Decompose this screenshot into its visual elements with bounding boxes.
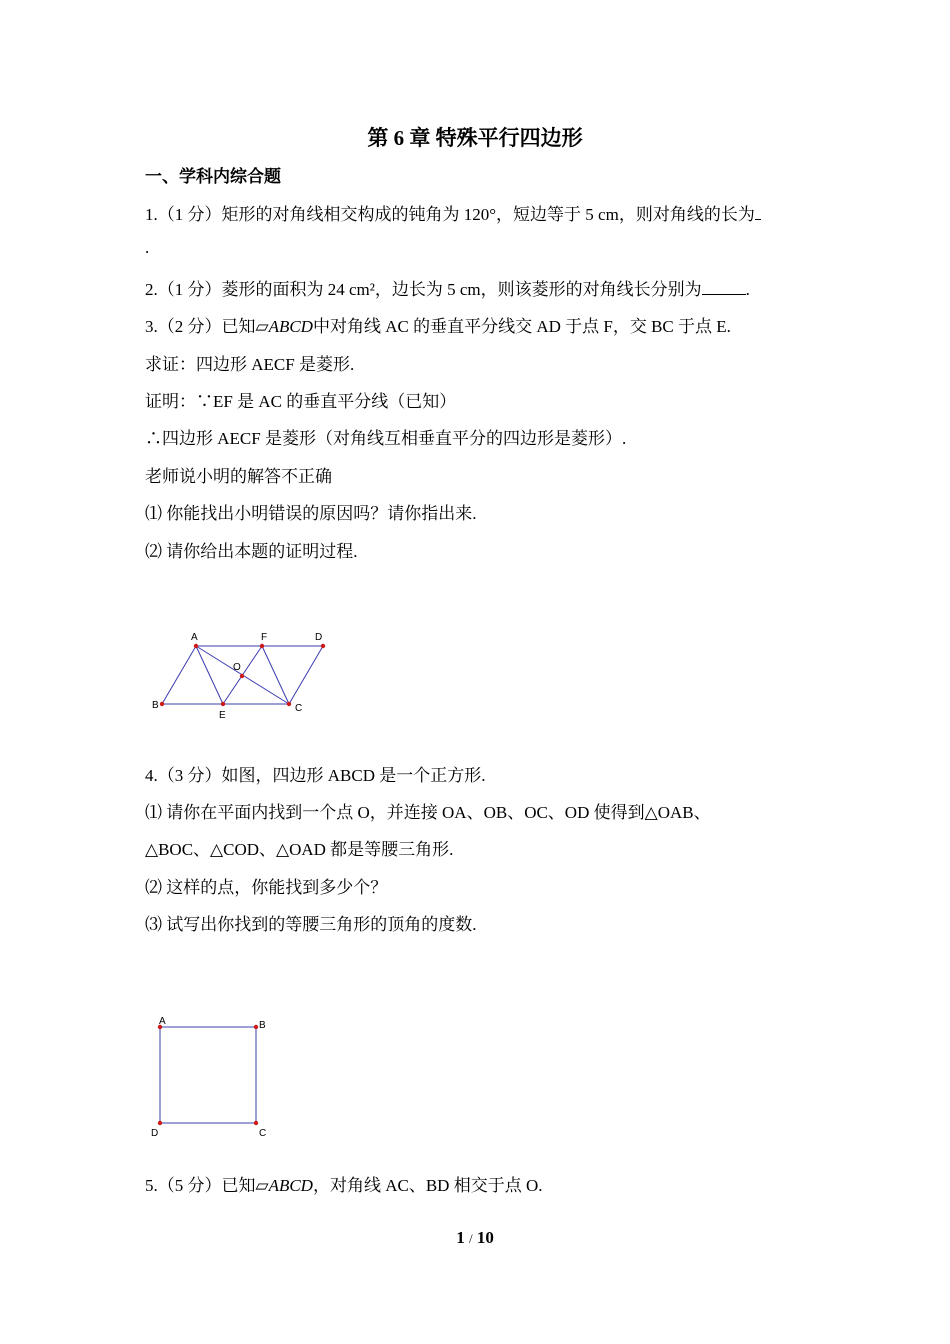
parallelogram-symbol: ▱	[255, 1176, 269, 1195]
question-3-line-4: ∴四边形 AECF 是菱形（对角线互相垂直平分的四边形是菱形）.	[145, 429, 627, 448]
label-c: C	[295, 703, 303, 714]
question-4-line-2: ⑴ 请你在平面内找到一个点 O，并连接 OA、OB、OC、OD 使得到△OAB、	[145, 803, 711, 822]
question-2-end: .	[745, 280, 750, 299]
question-4-line-5: ⑶ 试写出你找到的等腰三角形的顶角的度数.	[145, 915, 477, 934]
point-f	[260, 644, 264, 648]
current-page: 1	[456, 1228, 465, 1247]
label-b: B	[259, 1020, 266, 1031]
question-5-suffix: ，对角线 AC、BD 相交于点 O.	[312, 1176, 543, 1195]
question-3	[145, 312, 731, 337]
question-4: 4.（3 分）如图，四边形 ABCD 是一个正方形.	[145, 766, 486, 785]
question-5-prefix: 5.（5 分）已知	[145, 1176, 256, 1195]
total-pages: 10	[476, 1228, 494, 1247]
label-a: A	[159, 1016, 166, 1027]
page-title: 第 6 章 特殊平行四边形	[367, 126, 583, 150]
question-1-cont: .	[145, 238, 150, 257]
point-c	[287, 702, 291, 706]
question-3-line-3: 证明：∵EF 是 AC 的垂直平分线（已知）	[145, 392, 457, 411]
label-f: F	[261, 632, 268, 643]
point-c	[254, 1121, 258, 1125]
question-4-line-3: △BOC、△COD、△OAD 都是等腰三角形.	[145, 840, 454, 859]
question-2	[145, 275, 750, 300]
square-figure	[145, 1012, 275, 1142]
label-e: E	[219, 710, 226, 721]
label-d: D	[315, 632, 323, 643]
question-3-line-5: 老师说小明的解答不正确	[145, 467, 332, 486]
square-points	[158, 1025, 258, 1125]
math-abcd: ABCD	[268, 317, 313, 336]
question-3-suffix: 中对角线 AC 的垂直平分线交 AD 于点 F，交 BC 于点 E.	[312, 317, 731, 336]
question-4-line-4: ⑵ 这样的点，你能找到多少个？	[145, 878, 388, 897]
page-number	[0, 1228, 950, 1248]
question-3-line-7: ⑵ 请你给出本题的证明过程.	[145, 542, 358, 561]
parallelogram-figure	[140, 625, 340, 725]
math-abcd: ABCD	[268, 1176, 313, 1195]
label-o: O	[233, 662, 241, 673]
label-c: C	[259, 1128, 267, 1139]
figure-points	[160, 644, 325, 706]
page-separator: /	[468, 1231, 473, 1246]
answer-blank	[702, 280, 746, 295]
answer-blank	[755, 205, 761, 220]
label-a: A	[191, 632, 198, 643]
question-3-prefix: 3.（2 分）已知	[145, 317, 256, 336]
point-d	[321, 644, 325, 648]
parallelogram-symbol: ▱	[255, 317, 269, 336]
point-b	[160, 702, 164, 706]
point-e	[221, 702, 225, 706]
question-1-text: 1.（1 分）矩形的对角线相交构成的钝角为 120°，短边等于 5 cm，则对角线的长为	[145, 205, 755, 224]
point-d	[158, 1121, 162, 1125]
square-outline	[160, 1027, 256, 1123]
question-3-line-6: ⑴ 你能找出小明错误的原因吗？请你指出来.	[145, 504, 477, 523]
point-a	[194, 644, 198, 648]
point-b	[254, 1025, 258, 1029]
question-2-text: 2.（1 分）菱形的面积为 24 cm²，边长为 5 cm，则该菱形的对角线长分别为	[145, 280, 702, 299]
label-d: D	[151, 1128, 159, 1139]
question-5	[145, 1171, 542, 1196]
point-o	[240, 674, 244, 678]
section-heading: 一、学科内综合题	[145, 167, 281, 186]
label-b: B	[152, 700, 159, 711]
question-3-line-2: 求证：四边形 AECF 是菱形.	[145, 355, 355, 374]
question-1	[145, 200, 761, 225]
